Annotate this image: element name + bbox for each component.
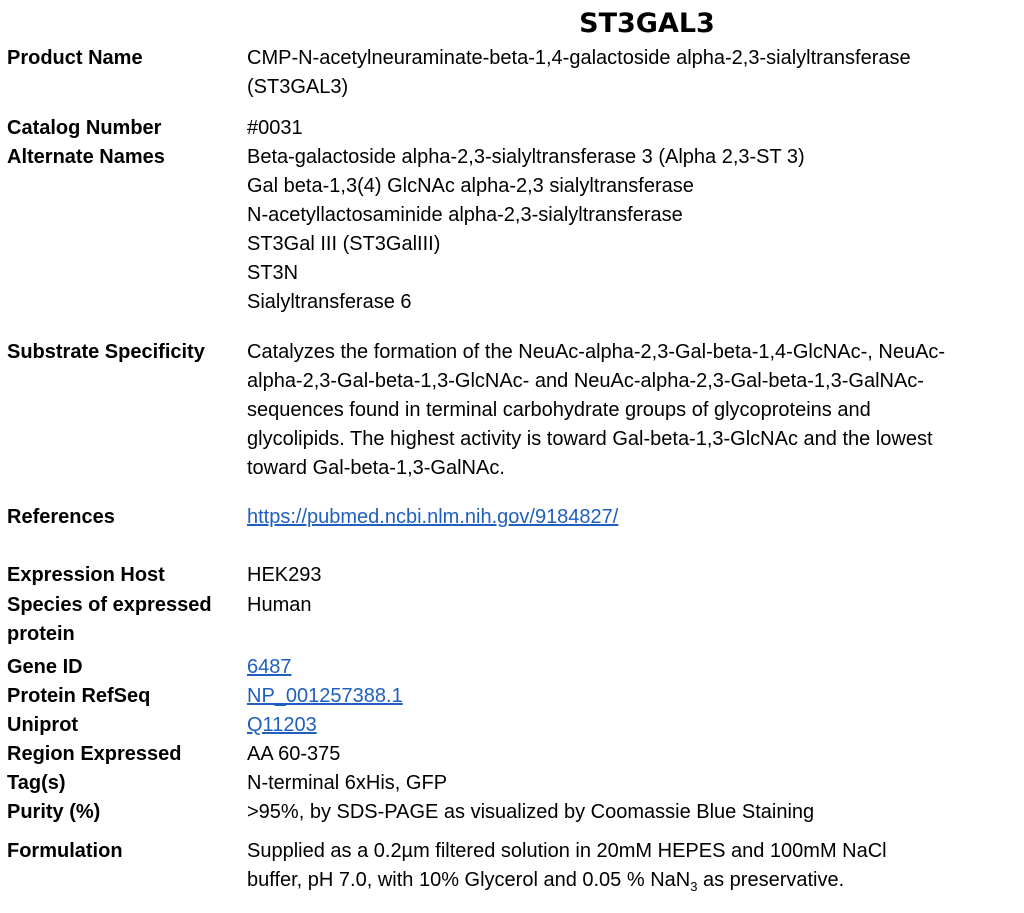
formulation-label: Formulation xyxy=(7,840,123,862)
uniprot-link[interactable]: Q11203 xyxy=(247,714,317,736)
formulation-value xyxy=(247,837,1022,895)
expression-host-label: Expression Host xyxy=(7,564,165,586)
substrate-specificity-text xyxy=(247,338,1022,483)
alternate-name-item: Gal beta-1,3(4) GlcNAc alpha-2,3 sialyltransferase xyxy=(247,175,694,197)
product-name-value xyxy=(247,44,1022,102)
references-label: References xyxy=(7,506,115,528)
product-name-line: CMP-N-acetylneuraminate-beta-1,4-galactoside alpha-2,3-sialyltransferase xyxy=(247,47,911,69)
formulation-text: buffer, pH 7.0, with 10% Glycerol and 0.05 % NaN xyxy=(247,869,691,891)
species-value: Human xyxy=(247,594,312,616)
expression-host-value: HEK293 xyxy=(247,564,322,586)
region-expressed-label: Region Expressed xyxy=(7,743,182,765)
product-name-line: (ST3GAL3) xyxy=(247,76,349,98)
species-label-line: Species of expressed xyxy=(7,594,212,616)
species-label xyxy=(7,591,239,649)
alternate-names-label: Alternate Names xyxy=(7,146,165,168)
alternate-names-list xyxy=(247,143,1022,317)
gene-id-link[interactable]: 6487 xyxy=(247,656,292,678)
substrate-specificity-line: glycolipids. The highest activity is toward Gal-beta-1,3-GlcNAc and the lowest xyxy=(247,428,933,450)
tags-value: N-terminal 6xHis, GFP xyxy=(247,772,448,794)
purity-label: Purity (%) xyxy=(7,801,101,823)
alternate-name-item: ST3N xyxy=(247,262,299,284)
formulation-subscript: 3 xyxy=(690,879,698,894)
product-name-label: Product Name xyxy=(7,47,143,69)
substrate-specificity-line: Catalyzes the formation of the NeuAc-alpha-2,3-Gal-beta-1,4-GlcNAc-, NeuAc- xyxy=(247,341,946,363)
alternate-name-item: ST3Gal III (ST3GalIII) xyxy=(247,233,441,255)
gene-id-label: Gene ID xyxy=(7,656,83,678)
tags-label: Tag(s) xyxy=(7,772,66,794)
substrate-specificity-label: Substrate Specificity xyxy=(7,341,205,363)
region-expressed-value: AA 60-375 xyxy=(247,743,341,765)
pubmed-reference-link[interactable]: https://pubmed.ncbi.nlm.nih.gov/9184827/ xyxy=(247,506,619,528)
alternate-name-item: Sialyltransferase 6 xyxy=(247,291,412,313)
alternate-name-item: Beta-galactoside alpha-2,3-sialyltransferase 3 (Alpha 2,3-ST 3) xyxy=(247,146,805,168)
substrate-specificity-line: sequences found in terminal carbohydrate groups of glycoproteins and xyxy=(247,399,871,421)
formulation-line: Supplied as a 0.2µm filtered solution in 20mM HEPES and 100mM NaCl xyxy=(247,840,887,862)
alternate-name-item: N-acetyllactosaminide alpha-2,3-sialyltransferase xyxy=(247,204,683,226)
uniprot-label: Uniprot xyxy=(7,714,79,736)
species-label-line: protein xyxy=(7,623,75,645)
protein-refseq-link[interactable]: NP_001257388.1 xyxy=(247,685,403,707)
catalog-number-value: #0031 xyxy=(247,117,303,139)
substrate-specificity-line: alpha-2,3-Gal-beta-1,3-GlcNAc- and NeuAc-alpha-2,3-Gal-beta-1,3-GalNAc- xyxy=(247,370,924,392)
formulation-text: as preservative. xyxy=(697,869,845,891)
substrate-specificity-line: toward Gal-beta-1,3-GalNAc. xyxy=(247,457,505,479)
catalog-number-label: Catalog Number xyxy=(7,117,162,139)
page-title: ST3GAL3 xyxy=(579,8,715,39)
formulation-line xyxy=(247,866,1022,895)
purity-value: >95%, by SDS-PAGE as visualized by Coomassie Blue Staining xyxy=(247,801,815,823)
protein-refseq-label: Protein RefSeq xyxy=(7,685,151,707)
